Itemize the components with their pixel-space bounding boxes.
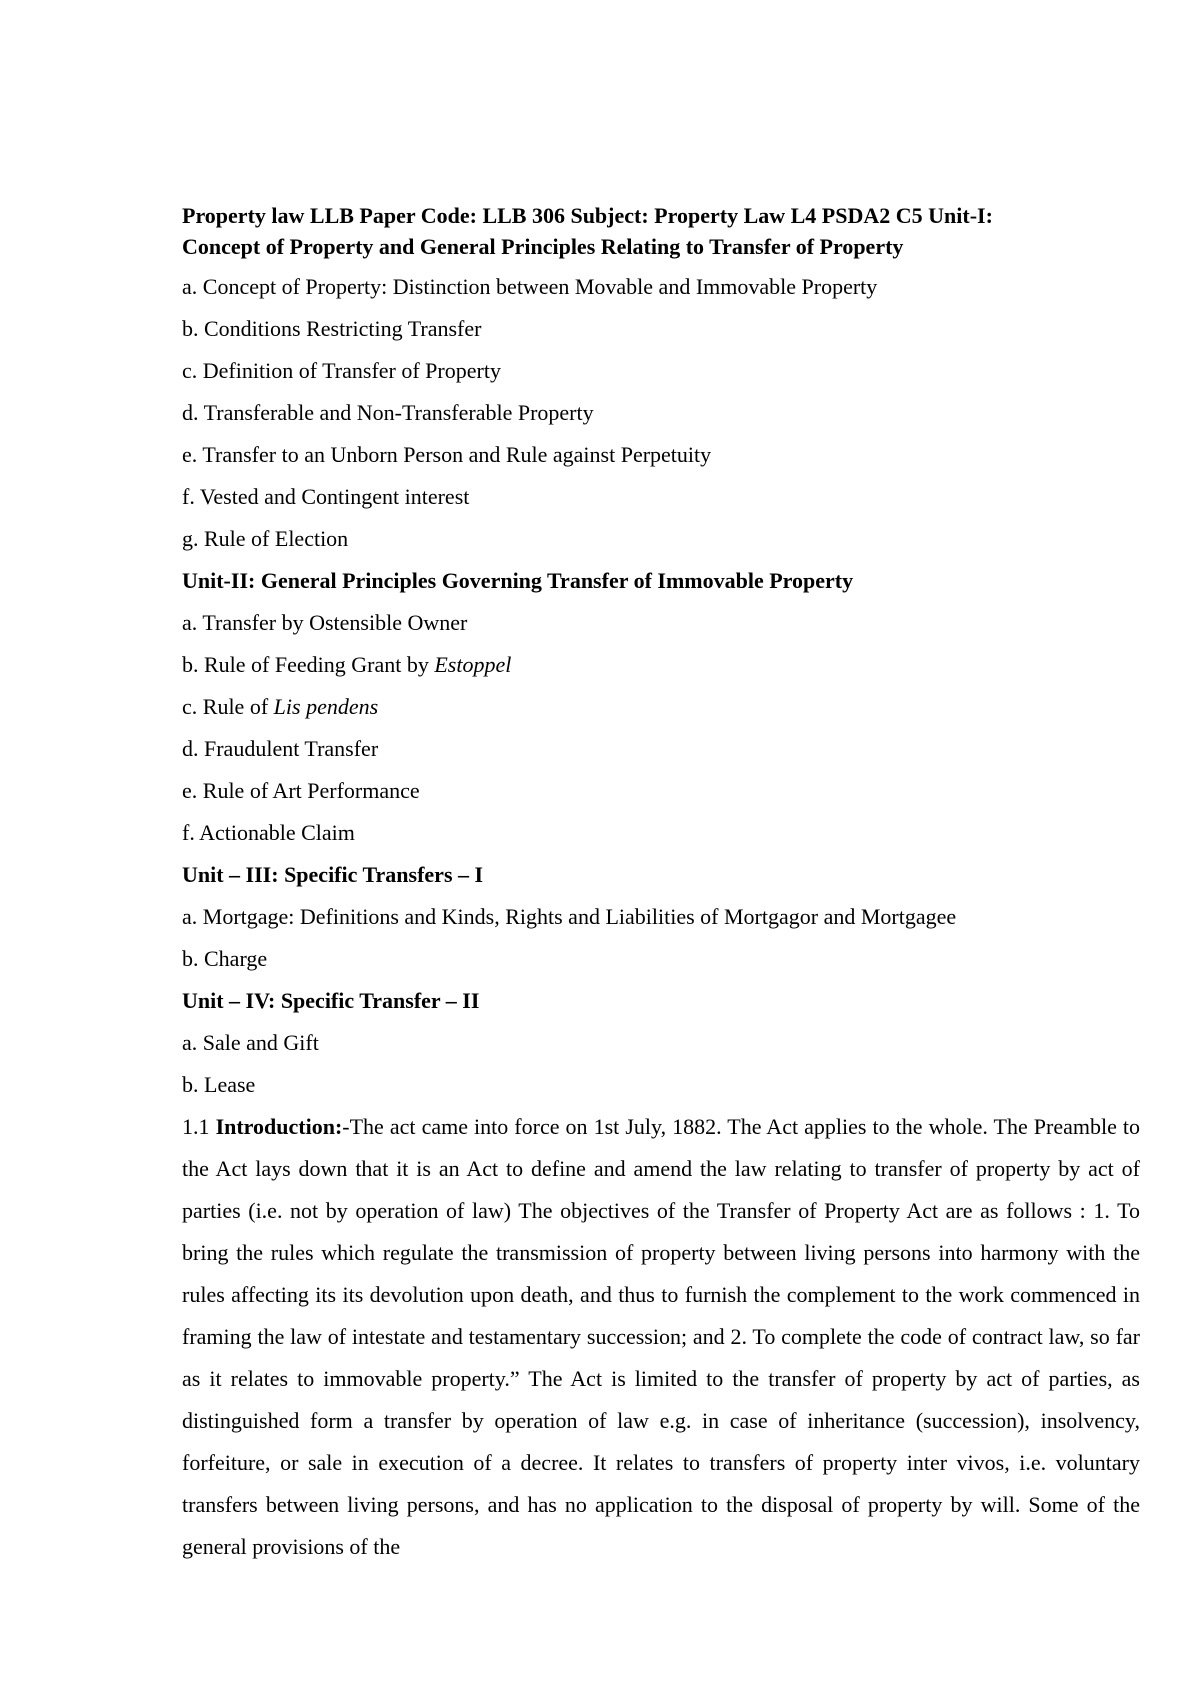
list-item: a. Sale and Gift	[182, 1030, 319, 1055]
title-line-1: Property law LLB Paper Code: LLB 306 Subject: Property Law L4 PSDA2 C5 Unit-I:	[182, 203, 993, 228]
unit-4-heading: Unit – IV: Specific Transfer – II	[182, 988, 480, 1013]
list-item: b. Charge	[182, 946, 268, 971]
list-item	[182, 691, 1140, 733]
list-item-text: b. Rule of Feeding Grant by	[182, 652, 435, 677]
title-line-2: Concept of Property and General Principles Relating to Transfer of Property	[182, 234, 904, 259]
list-item: d. Fraudulent Transfer	[182, 736, 379, 761]
list-item: a. Mortgage: Definitions and Kinds, Rights and Liabilities of Mortgagor and Mortgagee	[182, 904, 957, 929]
list-item: g. Rule of Election	[182, 526, 349, 551]
document-page	[182, 200, 1140, 1568]
list-item: a. Transfer by Ostensible Owner	[182, 610, 468, 635]
list-item: f. Vested and Contingent interest	[182, 484, 470, 509]
list-item: c. Definition of Transfer of Property	[182, 358, 501, 383]
list-item: e. Rule of Art Performance	[182, 778, 420, 803]
italic-term: Lis pendens	[273, 694, 379, 719]
unit-3-heading: Unit – III: Specific Transfers – I	[182, 862, 484, 887]
list-item: d. Transferable and Non-Transferable Property	[182, 400, 594, 425]
unit-2-heading: Unit-II: General Principles Governing Transfer of Immovable Property	[182, 568, 854, 593]
list-item	[182, 649, 1140, 691]
section-label: Introduction:	[215, 1114, 343, 1139]
introduction-paragraph	[182, 1106, 1140, 1568]
list-item: b. Lease	[182, 1072, 256, 1097]
document-title	[182, 200, 1140, 262]
list-item: f. Actionable Claim	[182, 820, 355, 845]
section-body: -The act came into force on 1st July, 1882. The Act applies to the whole. The Preamble to the Act lays down that it is an Act to define and amend the law relating to transfer of property by act of parties (i.e. not by operation of law) The objectives of the Transfer of Property Act are as follows : 1. To bring the rules which regulate the transmission of property between living persons into harmony with the rules affecting its its devolution upon death, and thus to furnish the complement to the work commenced in framing the law of intestate and testamentary succession; and 2. To complete the code of contract law, so far as it relates to immovable property.” The Act is limited to the transfer of property by act of parties, as distinguished form a transfer by operation of law e.g. in case of inheritance (succession), insolvency, forfeiture, or sale in execution of a decree. It relates to transfers of property inter vivos, i.e. voluntary transfers between living persons, and has no application to the disposal of property by will. Some of the general provisions of the	[182, 1114, 1141, 1559]
list-item: e. Transfer to an Unborn Person and Rule against Perpetuity	[182, 442, 712, 467]
list-item: a. Concept of Property: Distinction between Movable and Immovable Property	[182, 274, 878, 299]
list-item-text: c. Rule of	[182, 694, 274, 719]
list-item: b. Conditions Restricting Transfer	[182, 316, 482, 341]
italic-term: Estoppel	[434, 652, 512, 677]
section-number: 1.1	[182, 1114, 216, 1139]
